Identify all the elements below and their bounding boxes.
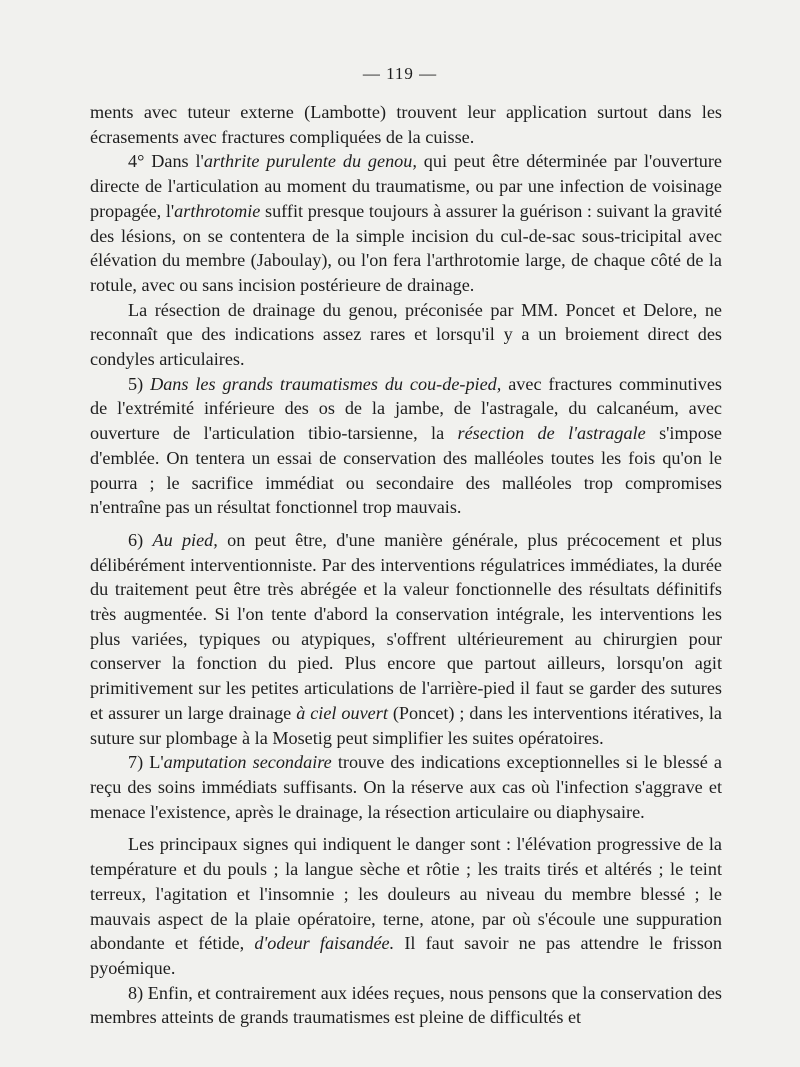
paragraph-p3	[90, 298, 722, 372]
paragraph-p2	[90, 149, 722, 297]
italic-text: amputation secondaire	[163, 752, 332, 773]
text-run: 5)	[128, 373, 151, 394]
italic-text: Dans les grands traumatismes du cou-de-pied,	[150, 373, 502, 394]
text-run: trouve des indications exceptionnelles si le blessé a reçu des soins immédiats suffisants. On la réserve aux cas où l'infection s'aggrave et menace l'existence, après le drainage, la résection articulaire ou diaphysaire.	[90, 752, 723, 822]
paragraph-p5	[90, 528, 722, 750]
paragraph-p6	[90, 750, 722, 824]
text-run: suffit presque toujours à assurer la guérison : suivant la gravité des lésions, on se contentera de la simple incision du cul-de-sac sous-tricipital avec élévation du membre (Jaboulay), ou l'on fera l'arthrotomie large, de chaque côté de la rotule, avec ou sans incision postérieure de drainage.	[90, 200, 722, 295]
italic-text: résection de l'astragale	[457, 423, 646, 444]
italic-text: à ciel ouvert	[296, 702, 388, 723]
text-run: Il faut savoir ne pas attendre le frisson pyoémique.	[90, 933, 722, 978]
page-number: — 119 —	[362, 64, 438, 83]
paragraph-p4	[90, 372, 722, 520]
paragraph-p1	[90, 100, 722, 149]
italic-text: arthrite purulente du genou,	[203, 151, 417, 172]
italic-text: d'odeur faisandée.	[254, 933, 395, 954]
text-run: on peut être, d'une manière générale, plus précocement et plus délibérément interventionniste. Par des interventions régulatrices immédiates, la durée du traitement peut être très abrégée et la valeur fonctionnelle des résultats définitifs très augmentée. Si l'on tente d'abord la conservation intégrale, les interventions les plus variées, typiques ou atypiques, s'offrent ultérieurement au chirurgien pour conserver la fonction du pied. Plus encore que partout ailleurs, lorsqu'on agit primitivement sur les petites articulations de l'arrière-pied il faut se garder des sutures et assurer un large drainage	[90, 529, 722, 723]
italic-text: Au pied,	[152, 529, 218, 550]
text-run: qui peut être déterminée par l'ouverture directe de l'articulation au moment du traumatisme, ou par une infection de voisinage propagée, l'	[90, 151, 722, 221]
text-run: La résection de drainage du genou, préconisée par MM. Poncet et Delore, ne reconnaît que des indications assez rares et lorsqu'il y a un broiement direct des condyles articulaires.	[90, 299, 722, 370]
text-run: 6)	[128, 529, 153, 550]
text-run: Les principaux signes qui indiquent le danger sont : l'élévation progressive de la température et du pouls ; la langue sèche et rôtie ; les traits tirés et altérés ; le teint terreux, l'agitation et l'insomnie ; les douleurs au niveau du membre blessé ; le mauvais aspect de la plaie opératoire, terne, atone, par où s'écoule une suppuration abondante et fétide,	[90, 834, 722, 954]
text-run: ments avec tuteur externe (Lambotte) trouvent leur application surtout dans les écrasements avec fractures compliquées de la cuisse.	[90, 102, 722, 147]
text-run: s'impose d'emblée. On tentera un essai de conservation des malléoles toutes les fois qu'on le pourra ; le sacrifice immédiat ou secondaire des malléoles trop compromises n'entraîne pas un résultat fonctionnel trop mauvais.	[90, 423, 722, 518]
italic-text: arthrotomie	[174, 200, 261, 221]
text-run: 7) L'	[128, 752, 164, 773]
paragraph-p7	[90, 832, 722, 980]
paragraph-p8	[90, 981, 722, 1030]
text-run: 4° Dans l'	[128, 151, 204, 172]
body-text	[90, 100, 722, 1030]
text-run: avec fractures comminutives de l'extrémité inférieure des os de la jambe, de l'astragale, du calcanéum, avec ouverture de l'articulation tibio-tarsienne, la	[90, 373, 722, 444]
text-run: (Poncet) ; dans les interventions itératives, la suture sur plombage à la Mosetig peut simplifier les suites opératoires.	[90, 702, 723, 748]
text-run: 8) Enfin, et contrairement aux idées reçues, nous pensons que la conservation des membres atteints de grands traumatismes est pleine de difficultés et	[90, 982, 722, 1028]
